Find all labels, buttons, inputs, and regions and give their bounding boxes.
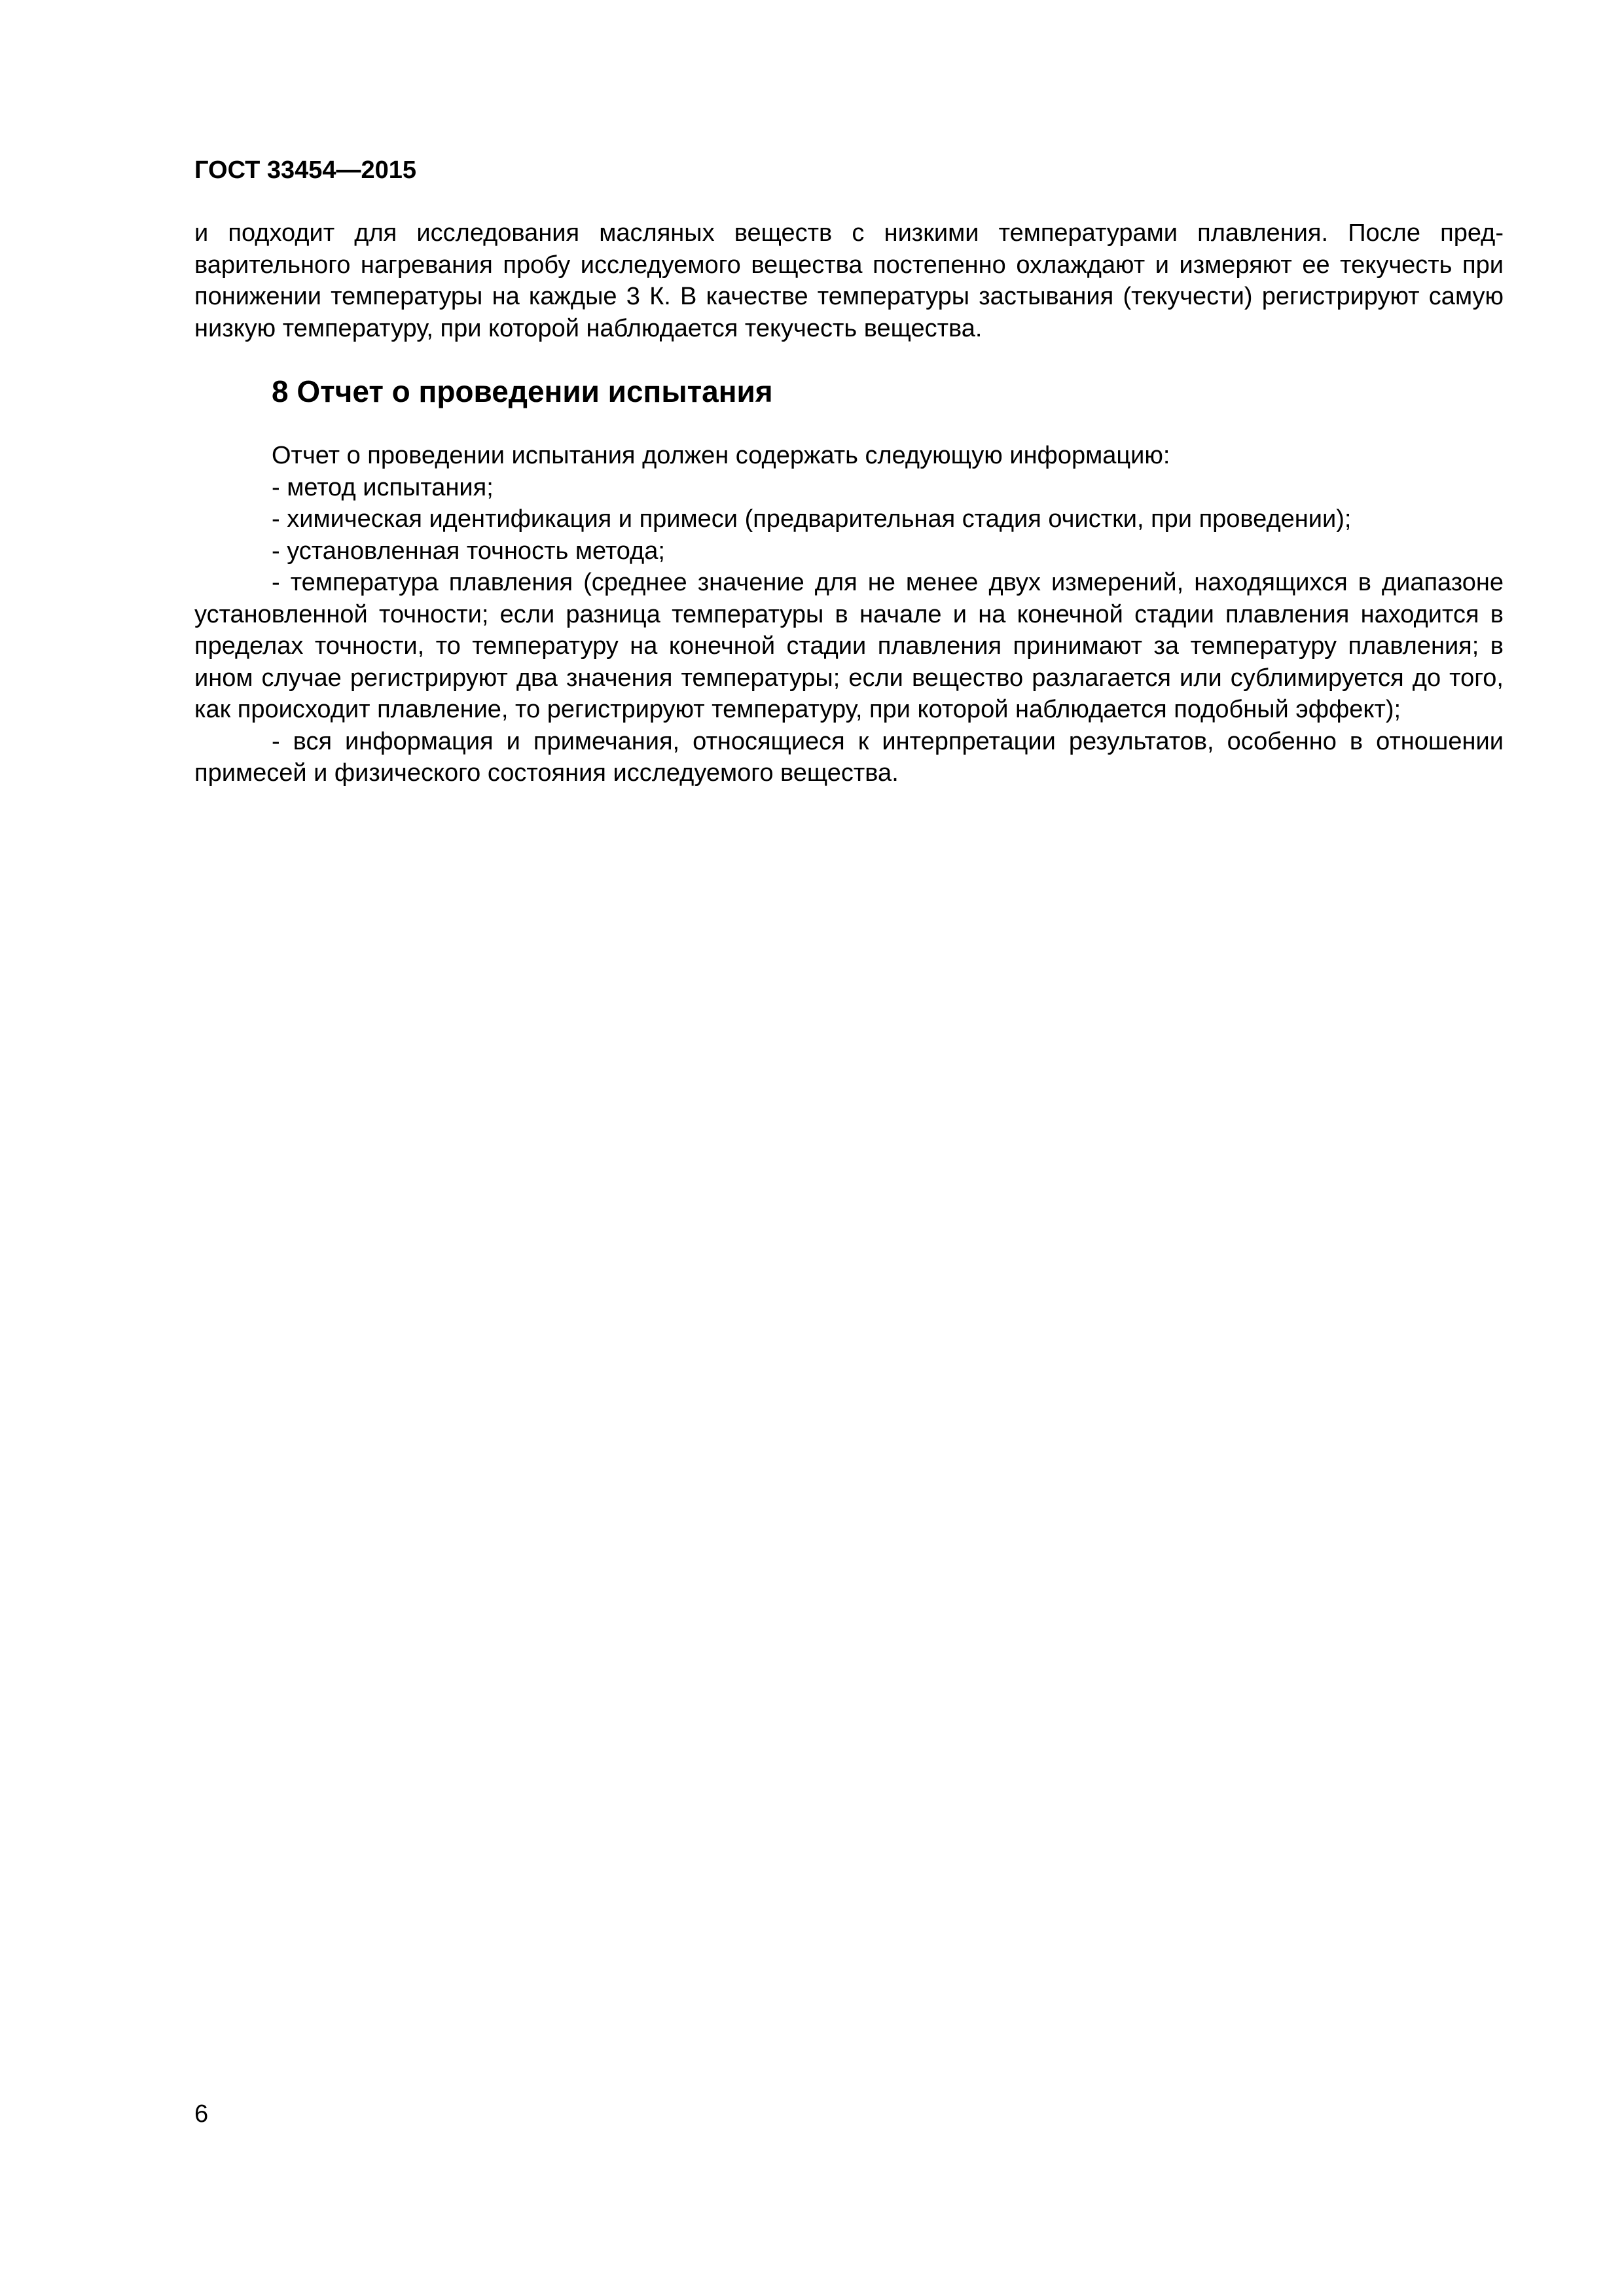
page-body [194,217,1504,789]
continuation-paragraph: и подходит для исследования масляных веществ с низкими температурами плавления. После предварительного нагревания пробу исследуемого вещества постепенно охлаждают и измеряют ее текучесть при понижении температуры на каждые 3 К. В качестве температуры застывания (текучести) регистрируют самую низкую температуру, при которой наблюдается текучесть вещества. [194,219,1504,342]
list-item-method: - метод испытания; [272,473,494,501]
list-item-accuracy: - установленная точность метода; [272,537,665,565]
section-heading-block [194,344,1504,440]
page-number: 6 [194,2100,209,2128]
list-item-identification: - химическая идентификация и примеси (предварительная стадия очистки, при проведении); [272,505,1352,533]
list-item-melting-temperature: - температура плавления (среднее значение для не менее двух измерений, находящихся в диапазоне установленной точности; если разница температуры в начале и на конечной стадии плавления находится в пределах точности, то температуру на конечной стадии плавления принимают за температуру плавления; в ином случае регистрируют два значения температуры; если вещество разлагается или сублимируется до того, как происходит плавление, то регистрируют температуру, при которой наблюдается подобный эффект); [194,569,1504,723]
section-heading: 8 Отчет о проведении испытания [272,374,773,408]
list-item-notes: - вся информация и примечания, относящиеся к интерпретации результатов, особенно в отношении примесей и физического состояния исследуемого вещества. [194,727,1504,787]
section-intro: Отчет о проведении испытания должен содержать следующую информацию: [272,442,1170,469]
standard-code-header: ГОСТ 33454—2015 [194,156,417,184]
